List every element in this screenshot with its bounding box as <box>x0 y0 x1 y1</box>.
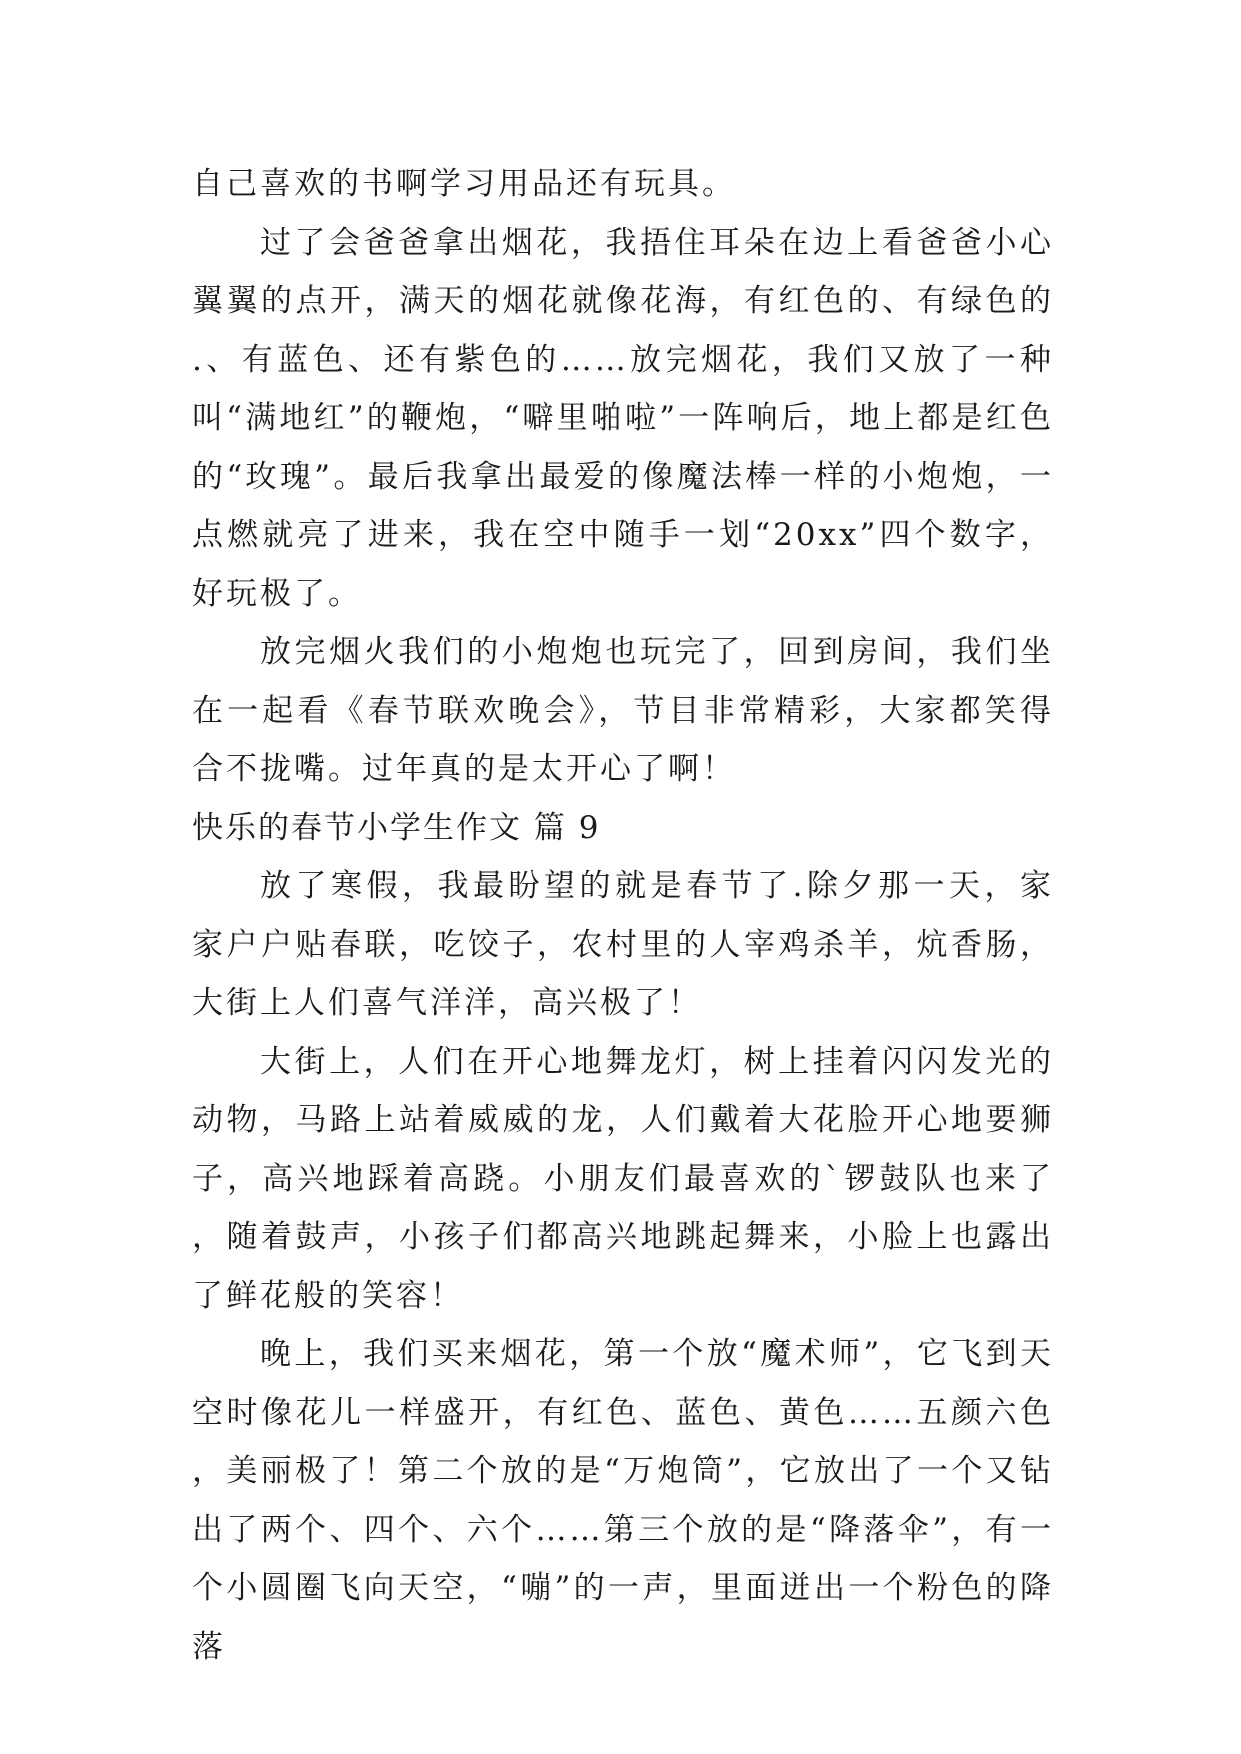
paragraph-fireworks: 过了会爸爸拿出烟花，我捂住耳朵在边上看爸爸小心翼翼的点开，满天的烟花就像花海，有红色的、有绿色的.、有蓝色、还有紫色的……放完烟花，我们又放了一种叫“满地红”的鞭炮，“噼里啪啦”一阵响后，地上都是红色的“玫瑰”。最后我拿出最爱的像魔法棒一样的小炮炮，一点燃就亮了进来，我在空中随手一划“20xx”四个数字，好玩极了。 <box>192 224 1054 612</box>
paragraph-street: 大街上，人们在开心地舞龙灯，树上挂着闪闪发光的动物，马路上站着威威的龙，人们戴着大花脸开心地要狮子，高兴地踩着高跷。小朋友们最喜欢的`锣鼓队也来了，随着鼓声，小孩子们都高兴地跳起舞来，小脸上也露出了鲜花般的笑容！ <box>192 1043 1054 1314</box>
paragraph-winter-break: 放了寒假，我最盼望的就是春节了.除夕那一天，家家户户贴春联，吃饺子，农村里的人宰鸡杀羊，炕香肠，大街上人们喜气洋洋，高兴极了！ <box>192 868 1054 1021</box>
paragraph-gala: 放完烟火我们的小炮炮也玩完了，回到房间，我们坐在一起看《春节联欢晚会》，节目非常精彩，大家都笑得合不拢嘴。过年真的是太开心了啊！ <box>192 634 1054 787</box>
document-body <box>192 155 1054 1676</box>
section-heading: 快乐的春节小学生作文 篇 9 <box>192 809 601 846</box>
paragraph-evening: 晚上，我们买来烟花，第一个放“魔术师”，它飞到天空时像花儿一样盛开，有红色、蓝色、黄色……五颜六色，美丽极了！第二个放的是“万炮筒”，它放出了一个又钻出了两个、四个、六个……第三个放的是“降落伞”，有一个小圆圈飞向天空，“嘣”的一声，里面迸出一个粉色的降落 <box>192 1336 1054 1665</box>
paragraph-continued: 自己喜欢的书啊学习用品还有玩具。 <box>192 166 736 202</box>
